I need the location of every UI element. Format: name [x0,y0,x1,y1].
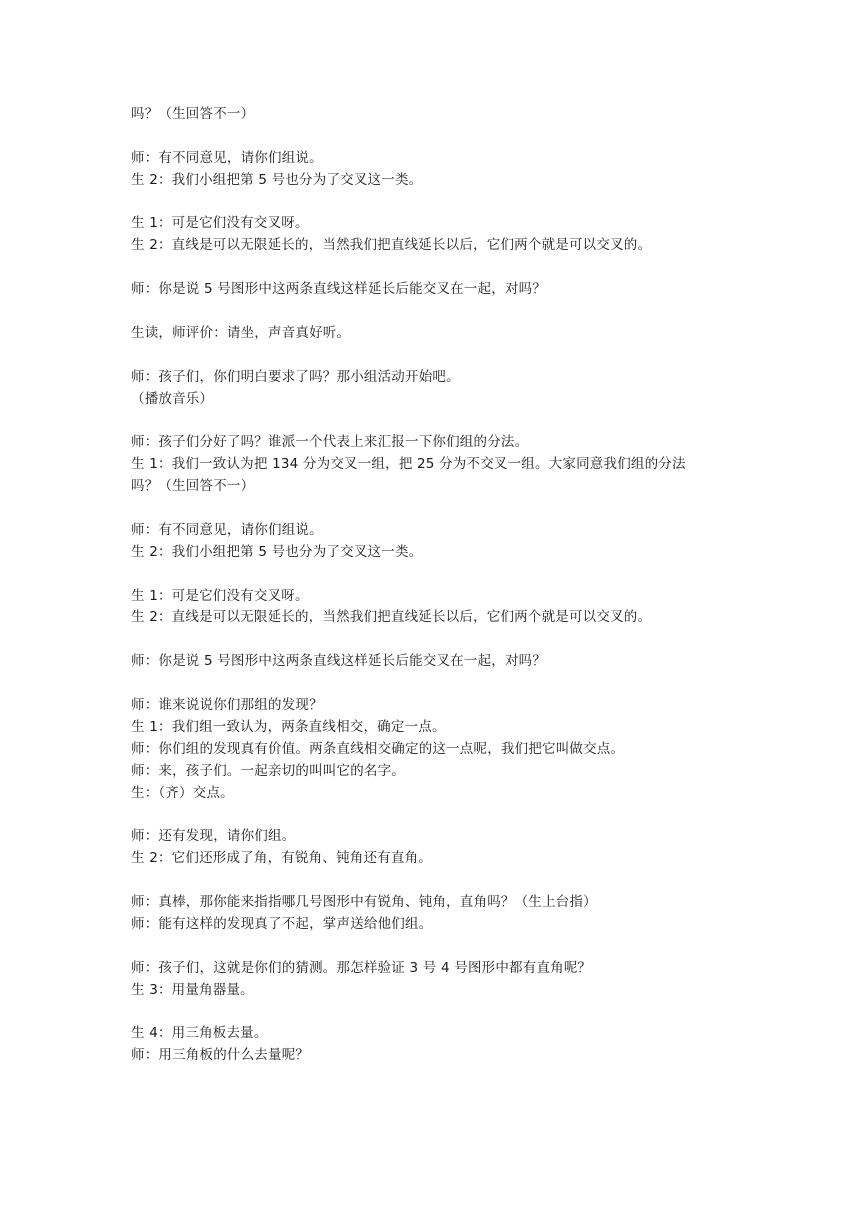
text-line: 生：（齐）交点。 [131,784,234,801]
text-line: 师：你们组的发现真有价值。两条直线相交确定的这一点呢，我们把它叫做交点。 [131,740,625,757]
text-line: 师：能有这样的发现真了不起，掌声送给他们组。 [131,915,433,932]
blank-line [131,564,741,586]
text-line: （播放音乐） [131,390,214,407]
text-line: 师：孩子们，这就是你们的猜测。那怎样验证 3 号 4 号图形中都有直角呢？ [131,959,592,976]
blank-line [131,629,741,651]
text-line: 吗？（生回答不一） [131,106,255,122]
blank-line [131,345,741,367]
text-line: 生 3：用量角器量。 [131,981,254,998]
blank-line [131,410,741,432]
blank-line [131,673,741,695]
text-line: 生 2：我们小组把第 5 号也分为了交叉这一类。 [131,543,423,560]
text-line: 生读，师评价：请坐，声音真好听。 [131,324,351,341]
text-line: 生 1：可是它们没有交叉呀。 [131,587,309,604]
blank-line [131,301,741,323]
blank-line [131,1002,741,1024]
text-line: 师：用三角板的什么去量呢？ [131,1047,310,1064]
blank-line [131,936,741,958]
blank-line [131,805,741,827]
text-line: 生 1：我们一致认为把 134 分为交叉一组，把 25 分为不交叉一组。大家同意我们组的分法 [131,456,686,473]
blank-line [131,257,741,279]
text-line: 生 4：用三角板去量。 [131,1025,268,1042]
text-line: 师：你是说 5 号图形中这两条直线这样延长后能交叉在一起，对吗？ [131,281,547,298]
text-line: 师：有不同意见，请你们组说。 [131,521,323,538]
text-line: 师：还有发现，请你们组。 [131,828,296,845]
blank-line [131,498,741,520]
text-line: 师：有不同意见，请你们组说。 [131,149,323,166]
text-line: 生 1：我们组一致认为，两条直线相交，确定一点。 [131,718,446,735]
blank-line [131,126,741,148]
text-line: 师：孩子们，你们明白要求了吗？那小组活动开始吧。 [131,368,460,385]
text-line: 师：你是说 5 号图形中这两条直线这样延长后能交叉在一起，对吗？ [131,653,547,670]
text-line: 生 2：它们还形成了角，有锐角、钝角还有直角。 [131,850,432,867]
text-line: 生 2：我们小组把第 5 号也分为了交叉这一类。 [131,171,423,188]
text-line: 师：真棒，那你能来指指哪几号图形中有锐角、钝角，直角吗？（生上台指） [131,894,597,911]
text-line: 生 2：直线是可以无限延长的，当然我们把直线延长以后，它们两个就是可以交叉的。 [131,237,652,254]
text-line: 师：来，孩子们。一起亲切的叫叫它的名字。 [131,762,405,779]
text-line: 师：孩子们分好了吗？谁派一个代表上来汇报一下你们组的分法。 [131,434,529,451]
text-line: 生 2：直线是可以无限延长的，当然我们把直线延长以后，它们两个就是可以交叉的。 [131,609,652,626]
text-line: 吗？（生回答不一） [131,478,255,495]
blank-line [131,870,741,892]
blank-line [131,192,741,214]
text-line: 师：谁来说说你们那组的发现？ [131,697,323,714]
document-body [131,104,741,1067]
text-line: 生 1：可是它们没有交叉呀。 [131,215,309,232]
